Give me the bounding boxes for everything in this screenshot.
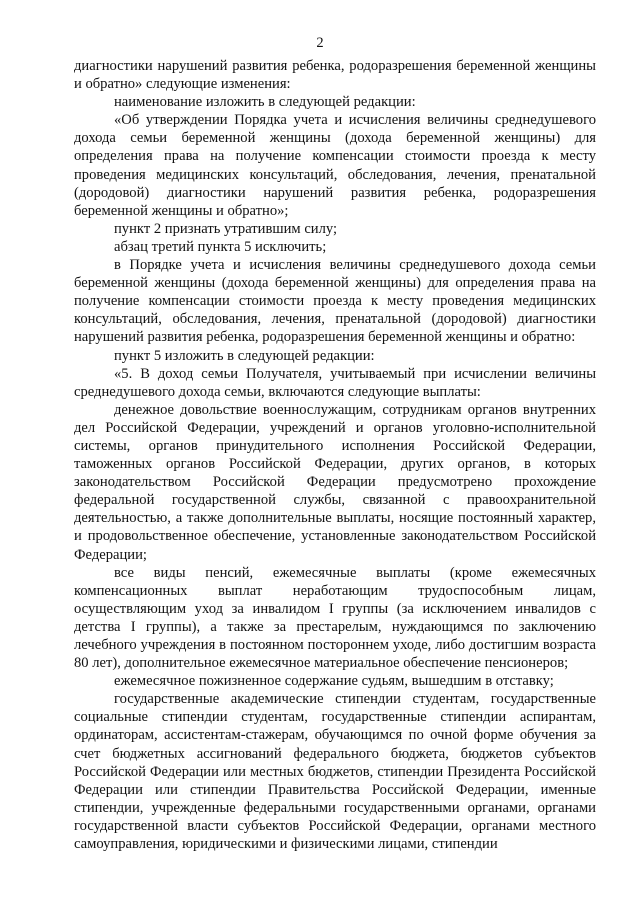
paragraph: денежное довольствие военнослужащим, сотрудникам органов внутренних дел Российской Федерации, учреждений и органов уголовно-исполнительной системы, органов принудительного исполнения Российской Федерации, таможенных органов Российской Федерации, других органов, в которых законодательством Российской Федерации предусмотрено прохождение федеральной государственной службы, связанной с правоохранительной деятельностью, а также дополнительные выплаты, носящие постоянный характер, и продовольственное обеспечение, установленные законодательством Российской Федерации; [74,401,596,563]
paragraph: «5. В доход семьи Получателя, учитываемый при исчислении величины среднедушевого дохода семьи, включаются следующие выплаты: [74,365,596,400]
paragraph-continuation: диагностики нарушений развития ребенка, родоразрешения беременной женщины и обратно» следующие изменения: [74,58,596,93]
paragraph: «Об утверждении Порядка учета и исчисления величины среднедушевого дохода семьи беременной женщины (дохода беременной женщины) для определения права на получение компенсации стоимости проезда к месту проведения медицинских консультаций, обследования, лечения, пренатальной (дородовой) диагностики нарушений развития ребенка, родоразрешения беременной женщины и обратно»; [74,112,596,219]
paragraph: государственные академические стипендии студентам, государственные социальные стипендии студентам, государственные стипендии аспирантам, ординаторам, ассистентам-стажерам, обучающимся по очной форме обучения за счет бюджетных ассигнований федерального бюджета, бюджетов субъектов Российской Федерации или местных бюджетов, стипендии Президента Российской Федерации или стипендии Правительства Российской Федерации, именные стипендии, учрежденные федеральными государственными органами, органами государственной власти субъектов Российской Федерации, органами местного самоуправления, юридическими и физическими лицами, стипендии [74,691,596,853]
paragraph: пункт 2 признать утратившим силу; [114,220,338,237]
paragraph: пункт 5 изложить в следующей редакции: [114,347,375,364]
paragraph: абзац третий пункта 5 исключить; [114,238,327,255]
paragraph: все виды пенсий, ежемесячные выплаты (кроме ежемесячных компенсационных выплат неработающим трудоспособным лицам, осуществляющим уход за инвалидом I группы (за исключением инвалидов с детства I группы), а также за престарелым, нуждающимся по заключению лечебного учреждения в постоянном постороннем уходе, либо достигшим возраста 80 лет), дополнительное ежемесячное материальное обеспечение пенсионеров; [74,564,596,672]
paragraph: ежемесячное пожизненное содержание судьям, вышедшим в отставку; [114,673,554,690]
paragraph: в Порядке учета и исчисления величины среднедушевого дохода семьи беременной женщины (дохода беременной женщины) для определения права на получение компенсации стоимости проезда к месту проведения медицинских консультаций, обследования, лечения, пренатальной (дородовой) диагностики нарушений развития ребенка, родоразрешения беременной женщины и обратно: [74,257,596,346]
paragraph: наименование изложить в следующей редакции: [114,94,416,111]
page-number: 2 [316,35,324,51]
document-body [74,57,596,853]
